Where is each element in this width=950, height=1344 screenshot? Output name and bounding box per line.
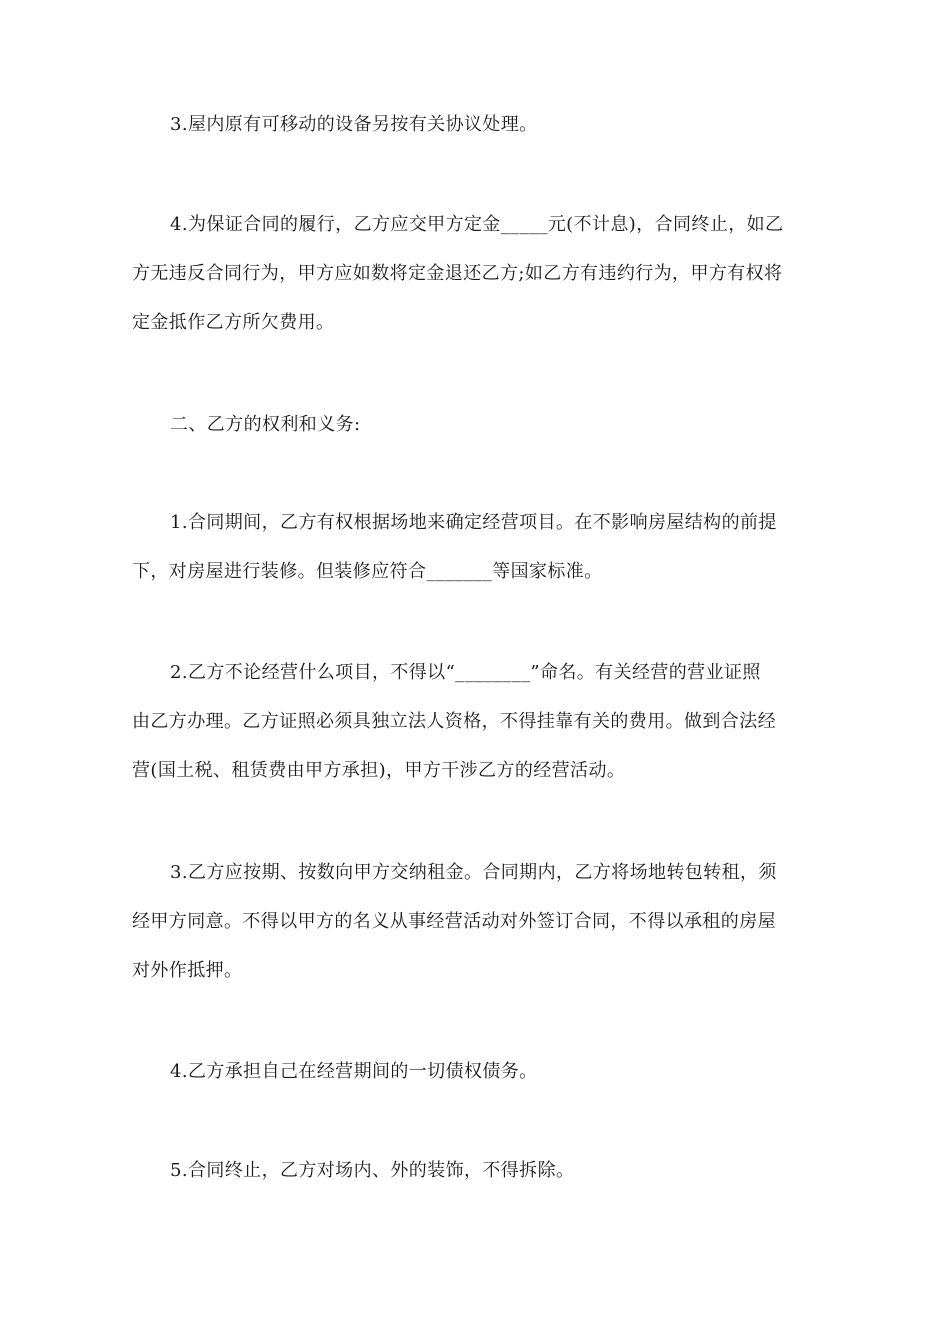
paragraph-line: 下，对房屋进行装修。但装修应符合_______等国家标准。 bbox=[132, 561, 603, 582]
paragraph-line: 3.乙方应按期、按数向甲方交纳租金。合同期内，乙方将场地转包转租，须 bbox=[170, 862, 777, 883]
paragraph-line: 4.为保证合同的履行，乙方应交甲方定金_____元(不计息)，合同终止，如乙 bbox=[170, 214, 784, 235]
paragraph-item-4-debts bbox=[132, 1047, 822, 1096]
paragraph-line: 5.合同终止，乙方对场内、外的装饰，不得拆除。 bbox=[170, 1160, 575, 1181]
paragraph-line: 4.乙方承担自己在经营期间的一切债权债务。 bbox=[170, 1061, 538, 1082]
paragraph-line: 1.合同期间，乙方有权根据场地来确定经营项目。在不影响房屋结构的前提 bbox=[170, 512, 777, 533]
paragraph-line: 方无违反合同行为，甲方应如数将定金退还乙方;如乙方有违约行为，甲方有权将 bbox=[132, 263, 783, 284]
section-heading-party-b-rights bbox=[132, 400, 822, 449]
paragraph-line: 3.屋内原有可移动的设备另按有关协议处理。 bbox=[170, 114, 538, 135]
section-heading-text: 二、乙方的权利和义务: bbox=[170, 414, 361, 435]
paragraph-item-2-licenses bbox=[132, 648, 822, 795]
paragraph-item-4-deposit bbox=[132, 200, 822, 347]
paragraph-line: 定金抵作乙方所欠费用。 bbox=[132, 312, 335, 333]
paragraph-line: 营(国土税、租赁费由甲方承担)，甲方干涉乙方的经营活动。 bbox=[132, 760, 626, 781]
paragraph-item-5-decoration bbox=[132, 1146, 822, 1195]
paragraph-line: 2.乙方不论经营什么项目，不得以“________”命名。有关经营的营业证照 bbox=[170, 662, 761, 683]
paragraph-item-3-equipment bbox=[132, 100, 822, 149]
paragraph-line: 由乙方办理。乙方证照必须具独立法人资格，不得挂靠有关的费用。做到合法经 bbox=[132, 711, 776, 732]
paragraph-item-3-rent bbox=[132, 848, 822, 995]
paragraph-line: 经甲方同意。不得以甲方的名义从事经营活动对外签订合同，不得以承租的房屋 bbox=[132, 911, 776, 932]
paragraph-item-1-business-scope bbox=[132, 498, 822, 596]
paragraph-line: 对外作抵押。 bbox=[132, 960, 243, 981]
